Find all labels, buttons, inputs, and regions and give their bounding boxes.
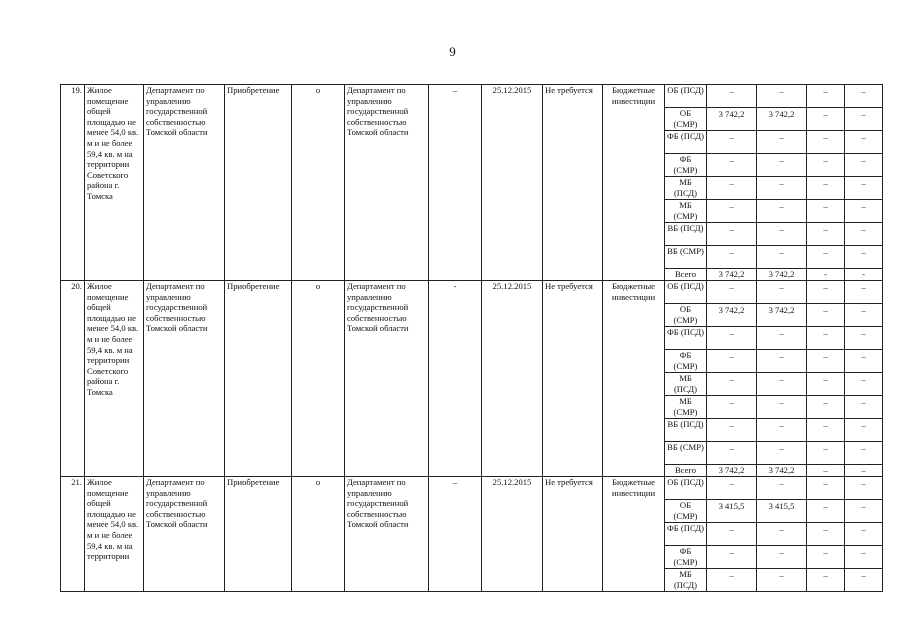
amount-cell: – — [807, 546, 845, 569]
amount-cell: – — [845, 154, 883, 177]
funding-source-cell: ОБ (СМР) — [665, 108, 707, 131]
amount-cell: – — [807, 281, 845, 304]
funding-source-cell: МБ (ПСД) — [665, 177, 707, 200]
developer-cell: Департамент по управлению государственной собственностью Томской области — [345, 85, 429, 281]
amount-cell: – — [757, 177, 807, 200]
total-amount-cell: 3 742,2 — [757, 269, 807, 281]
amount-cell: – — [807, 442, 845, 465]
amount-cell: – — [757, 442, 807, 465]
capacity-cell: о — [292, 477, 345, 592]
amount-cell: – — [845, 281, 883, 304]
amount-cell: – — [707, 442, 757, 465]
amount-cell: – — [707, 477, 757, 500]
customer-cell: Департамент по управлению государственной собственностью Томской области — [144, 477, 225, 592]
table-row — [61, 281, 883, 304]
amount-cell: – — [807, 419, 845, 442]
work-type-cell: Приобретение — [225, 281, 292, 477]
amount-cell: – — [707, 200, 757, 223]
amount-cell: – — [807, 373, 845, 396]
capacity-cell: о — [292, 281, 345, 477]
amount-cell: – — [845, 200, 883, 223]
amount-cell: – — [757, 154, 807, 177]
customer-cell: Департамент по управлению государственной собственностью Томской области — [144, 85, 225, 281]
total-amount-cell: - — [845, 269, 883, 281]
amount-cell: – — [757, 523, 807, 546]
funding-source-cell: ВБ (СМР) — [665, 442, 707, 465]
amount-cell: – — [845, 327, 883, 350]
table-row — [61, 477, 883, 500]
work-type-cell: Приобретение — [225, 85, 292, 281]
amount-cell: – — [845, 442, 883, 465]
amount-cell: – — [707, 154, 757, 177]
date-cell: 25.12.2015 — [482, 85, 543, 281]
amount-cell: – — [845, 304, 883, 327]
amount-cell: – — [757, 419, 807, 442]
amount-cell: 3 742,2 — [757, 108, 807, 131]
object-name-cell: Жилое помещение общей площадью не менее 54,0 кв. м и не более 59,4 кв. м на территории Советского района г. Томска — [85, 85, 144, 281]
funding-source-cell: ОБ (СМР) — [665, 500, 707, 523]
amount-cell: – — [807, 108, 845, 131]
amount-cell: 3 742,2 — [707, 304, 757, 327]
amount-cell: – — [845, 350, 883, 373]
amount-cell: – — [707, 327, 757, 350]
investment-table — [60, 84, 883, 592]
total-amount-cell: 3 742,2 — [707, 269, 757, 281]
amount-cell: – — [757, 373, 807, 396]
amount-cell: – — [807, 223, 845, 246]
amount-cell: 3 742,2 — [757, 304, 807, 327]
amount-cell: – — [845, 85, 883, 108]
total-amount-cell: 3 742,2 — [757, 465, 807, 477]
amount-cell: – — [807, 569, 845, 592]
amount-cell: – — [707, 350, 757, 373]
amount-cell: – — [757, 246, 807, 269]
funding-source-cell: ФБ (СМР) — [665, 546, 707, 569]
amount-cell: – — [845, 223, 883, 246]
funding-source-cell: МБ (СМР) — [665, 396, 707, 419]
amount-cell: – — [807, 177, 845, 200]
amount-cell: – — [707, 523, 757, 546]
developer-cell: Департамент по управлению государственной собственностью Томской области — [345, 281, 429, 477]
total-amount-cell: – — [807, 465, 845, 477]
amount-cell: – — [845, 396, 883, 419]
funding-source-cell: ВБ (СМР) — [665, 246, 707, 269]
amount-cell: – — [807, 304, 845, 327]
amount-cell: – — [807, 85, 845, 108]
expertise-cell: Не требуется — [543, 477, 603, 592]
amount-cell: – — [845, 546, 883, 569]
amount-cell: – — [707, 281, 757, 304]
amount-cell: 3 742,2 — [707, 108, 757, 131]
amount-cell: – — [807, 154, 845, 177]
amount-cell: – — [845, 131, 883, 154]
date-cell: 25.12.2015 — [482, 477, 543, 592]
funding-source-cell: ВБ (ПСД) — [665, 223, 707, 246]
amount-cell: – — [707, 223, 757, 246]
date-cell: 25.12.2015 — [482, 281, 543, 477]
developer-cell: Департамент по управлению государственной собственностью Томской области — [345, 477, 429, 592]
funding-source-cell: ОБ (СМР) — [665, 304, 707, 327]
amount-cell: – — [845, 177, 883, 200]
amount-cell: – — [845, 500, 883, 523]
amount-cell: 3 415,5 — [757, 500, 807, 523]
amount-cell: – — [707, 396, 757, 419]
funding-source-cell: ОБ (ПСД) — [665, 85, 707, 108]
amount-cell: – — [707, 569, 757, 592]
amount-cell: – — [757, 223, 807, 246]
amount-cell: – — [757, 396, 807, 419]
expertise-cell: Не требуется — [543, 85, 603, 281]
amount-cell: – — [707, 546, 757, 569]
amount-cell: – — [807, 246, 845, 269]
funding-source-cell: МБ (ПСД) — [665, 373, 707, 396]
amount-cell: – — [807, 477, 845, 500]
funding-source-cell: МБ (СМР) — [665, 200, 707, 223]
amount-cell: – — [757, 569, 807, 592]
amount-cell: – — [807, 131, 845, 154]
amount-cell: – — [807, 396, 845, 419]
amount-cell: – — [807, 327, 845, 350]
row-number: 21. — [61, 477, 85, 592]
total-amount-cell: 3 742,2 — [707, 465, 757, 477]
amount-cell: – — [757, 281, 807, 304]
amount-cell: – — [707, 419, 757, 442]
investment-type-cell: Бюджетные инвестиции — [603, 281, 665, 477]
row-number: 19. — [61, 85, 85, 281]
amount-cell: – — [707, 246, 757, 269]
amount-cell: – — [845, 419, 883, 442]
funding-source-cell: ВБ (ПСД) — [665, 419, 707, 442]
funding-source-cell: ФБ (ПСД) — [665, 131, 707, 154]
amount-cell: – — [707, 131, 757, 154]
amount-cell: – — [757, 350, 807, 373]
amount-cell: – — [807, 200, 845, 223]
amount-cell: – — [757, 327, 807, 350]
amount-cell: – — [845, 373, 883, 396]
funding-source-cell: МБ (ПСД) — [665, 569, 707, 592]
investment-type-cell: Бюджетные инвестиции — [603, 477, 665, 592]
amount-cell: – — [845, 569, 883, 592]
amount-cell: – — [845, 523, 883, 546]
total-amount-cell: - — [807, 269, 845, 281]
investment-type-cell: Бюджетные инвестиции — [603, 85, 665, 281]
amount-cell: – — [845, 246, 883, 269]
funding-source-cell: ФБ (ПСД) — [665, 327, 707, 350]
funding-source-cell: ФБ (СМР) — [665, 154, 707, 177]
amount-cell: 3 415,5 — [707, 500, 757, 523]
amount-cell: – — [807, 350, 845, 373]
amount-cell: – — [757, 131, 807, 154]
table-body — [61, 85, 883, 592]
amount-cell: – — [757, 200, 807, 223]
amount-cell: – — [807, 500, 845, 523]
funding-source-cell: ОБ (ПСД) — [665, 281, 707, 304]
funding-source-cell: ФБ (СМР) — [665, 350, 707, 373]
expertise-cell: Не требуется — [543, 281, 603, 477]
funding-source-cell: ФБ (ПСД) — [665, 523, 707, 546]
total-label-cell: Всего — [665, 465, 707, 477]
customer-cell: Департамент по управлению государственной собственностью Томской области — [144, 281, 225, 477]
stage-cell: - — [429, 281, 482, 477]
table-row — [61, 85, 883, 108]
amount-cell: – — [757, 477, 807, 500]
stage-cell: – — [429, 85, 482, 281]
amount-cell: – — [757, 546, 807, 569]
row-number: 20. — [61, 281, 85, 477]
work-type-cell: Приобретение — [225, 477, 292, 592]
amount-cell: – — [757, 85, 807, 108]
capacity-cell: о — [292, 85, 345, 281]
amount-cell: – — [845, 477, 883, 500]
page-number: 9 — [449, 44, 456, 59]
stage-cell: – — [429, 477, 482, 592]
object-name-cell: Жилое помещение общей площадью не менее 54,0 кв. м и не более 59,4 кв. м на территории — [85, 477, 144, 592]
amount-cell: – — [845, 108, 883, 131]
amount-cell: – — [707, 177, 757, 200]
amount-cell: – — [807, 523, 845, 546]
object-name-cell: Жилое помещение общей площадью не менее 54,0 кв. м и не более 59,4 кв. м на территории Советского района г. Томска — [85, 281, 144, 477]
amount-cell: – — [707, 85, 757, 108]
total-amount-cell: – — [845, 465, 883, 477]
amount-cell: – — [707, 373, 757, 396]
total-label-cell: Всего — [665, 269, 707, 281]
funding-source-cell: ОБ (ПСД) — [665, 477, 707, 500]
